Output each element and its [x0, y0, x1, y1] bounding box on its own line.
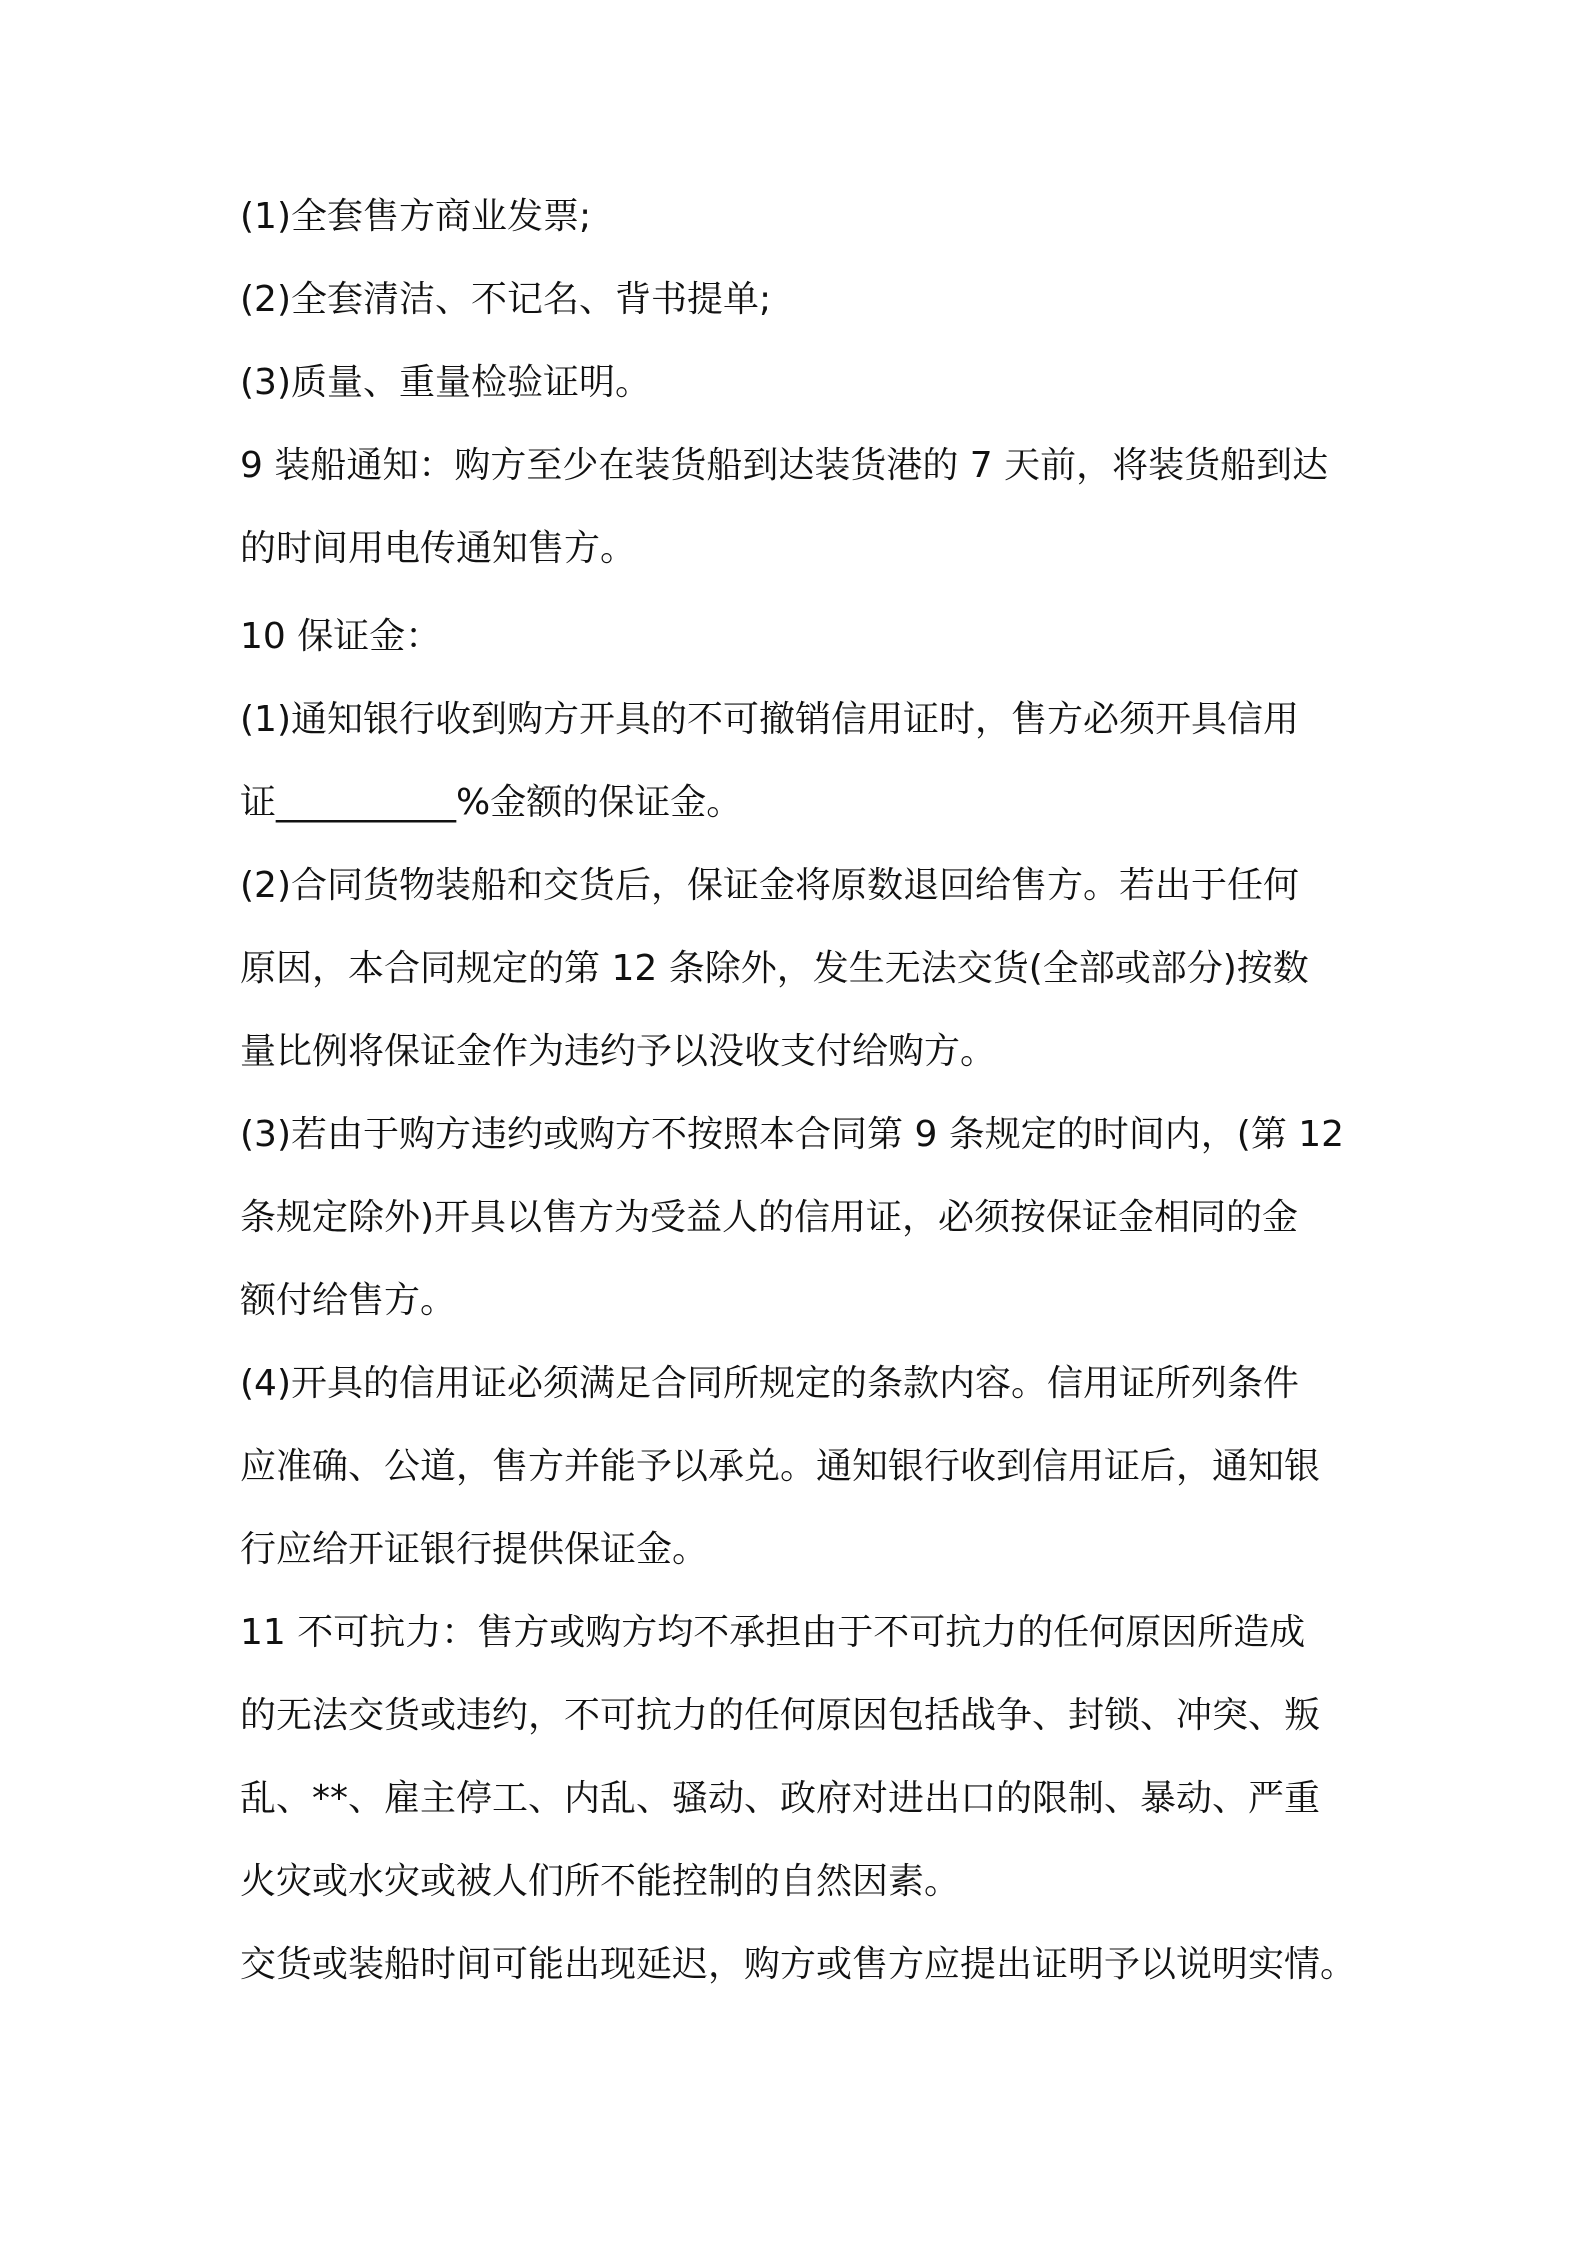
text-line: 火灾或水灾或被人们所不能控制的自然因素。 — [240, 1861, 961, 1902]
text-line: 条规定除外)开具以售方为受益人的信用证，必须按保证金相同的金 — [240, 1197, 1299, 1238]
text-line: 行应给开证银行提供保证金。 — [240, 1529, 709, 1570]
text-line: 量比例将保证金作为违约予以没收支付给购方。 — [240, 1031, 997, 1072]
text-line: 应准确、公道，售方并能予以承兑。通知银行收到信用证后，通知银 — [240, 1446, 1321, 1487]
text-line: (4)开具的信用证必须满足合同所规定的条款内容。信用证所列条件 — [240, 1363, 1299, 1404]
text-line: (3)质量、重量检验证明。 — [240, 362, 651, 403]
text-line: 9 装船通知：购方至少在装货船到达装货港的 7 天前，将装货船到达 — [240, 445, 1329, 486]
text-line: 额付给售方。 — [240, 1280, 457, 1321]
text-line: (2)合同货物装船和交货后，保证金将原数退回给售方。若出于任何 — [240, 865, 1299, 906]
text-line: 的无法交货或违约，不可抗力的任何原因包括战争、封锁、冲突、叛 — [240, 1695, 1321, 1736]
text-line: 的时间用电传通知售方。 — [240, 528, 637, 569]
text-line: 10 保证金： — [240, 616, 442, 657]
document-body — [240, 196, 1370, 1986]
text-line: (1)通知银行收到购方开具的不可撤销信用证时，售方必须开具信用 — [240, 699, 1299, 740]
text-line: 证__________%金额的保证金。 — [240, 782, 743, 823]
text-line: (1)全套售方商业发票; — [240, 196, 592, 237]
text-line: 乱、**、雇主停工、内乱、骚动、政府对进出口的限制、暴动、严重 — [240, 1778, 1321, 1819]
text-line: (3)若由于购方违约或购方不按照本合同第 9 条规定的时间内，(第 12 — [240, 1114, 1345, 1155]
text-line: 原因，本合同规定的第 12 条除外，发生无法交货(全部或部分)按数 — [240, 948, 1309, 989]
text-line: (2)全套清洁、不记名、背书提单; — [240, 279, 772, 320]
text-line: 交货或装船时间可能出现延迟，购方或售方应提出证明予以说明实情。 — [240, 1944, 1357, 1985]
text-line: 11 不可抗力：售方或购方均不承担由于不可抗力的任何原因所造成 — [240, 1612, 1306, 1653]
